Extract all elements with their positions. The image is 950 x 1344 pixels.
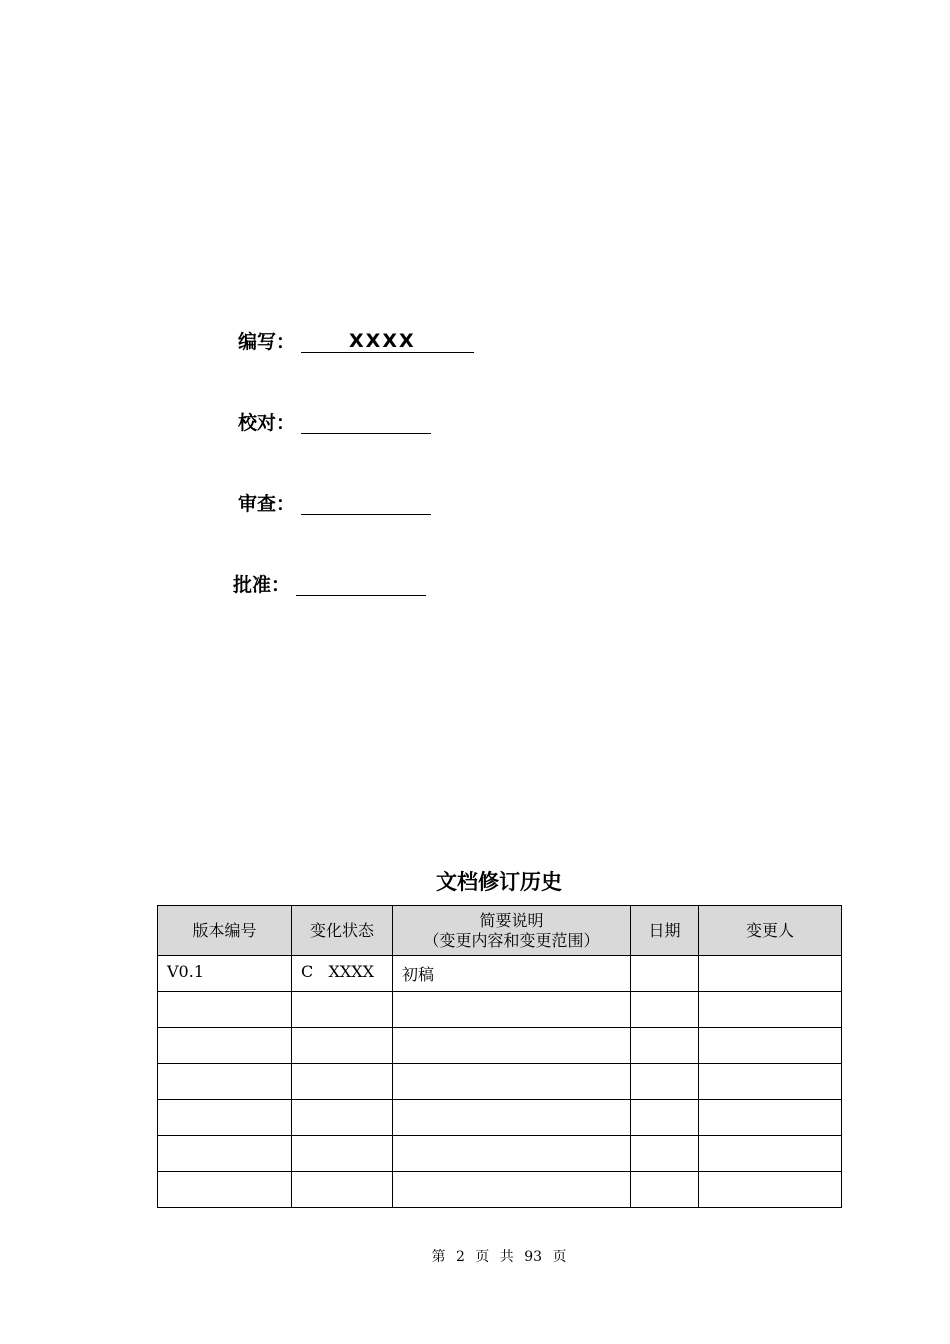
header-change-status: 变化状态 <box>292 906 393 956</box>
cell-changed-by <box>699 1064 842 1100</box>
signoff-proofread-row <box>238 411 431 434</box>
revision-history-table <box>157 905 842 1208</box>
cell-date <box>631 992 699 1028</box>
cell-change-status <box>292 1100 393 1136</box>
review-field <box>301 492 431 515</box>
cell-changed-by <box>699 1100 842 1136</box>
cell-change-status <box>292 1028 393 1064</box>
cell-summary <box>393 1172 631 1208</box>
author-label: 编写： <box>238 331 296 353</box>
cell-date <box>631 1100 699 1136</box>
cell-change-status <box>292 1136 393 1172</box>
cell-change-status: C XXXX <box>292 956 393 992</box>
header-changed-by: 变更人 <box>699 906 842 956</box>
cell-summary <box>393 1100 631 1136</box>
table-row <box>158 1172 842 1208</box>
cell-changed-by <box>699 956 842 992</box>
review-label: 审查： <box>238 493 296 515</box>
header-version: 版本编号 <box>158 906 292 956</box>
approve-field <box>296 573 426 596</box>
header-summary <box>393 906 631 956</box>
cell-version <box>158 1100 292 1136</box>
cell-version <box>158 992 292 1028</box>
cell-summary: 初稿 <box>393 956 631 992</box>
cell-changed-by <box>699 1028 842 1064</box>
cell-change-status <box>292 1172 393 1208</box>
cell-date <box>631 956 699 992</box>
cell-version <box>158 1172 292 1208</box>
proofread-label: 校对： <box>238 412 296 434</box>
cell-changed-by <box>699 1136 842 1172</box>
author-value: XXXX <box>349 330 416 352</box>
author-field <box>301 330 474 353</box>
table-row <box>158 1064 842 1100</box>
header-date: 日期 <box>631 906 699 956</box>
table-row <box>158 956 842 992</box>
table-row <box>158 1136 842 1172</box>
proofread-field <box>301 411 431 434</box>
cell-date <box>631 1064 699 1100</box>
header-summary-line1: 简要说明 <box>479 910 544 930</box>
table-row <box>158 1028 842 1064</box>
cell-changed-by <box>699 1172 842 1208</box>
cell-version: V0.1 <box>158 956 292 992</box>
table-row <box>158 1100 842 1136</box>
revision-history-title: 文档修订历史 <box>436 870 562 894</box>
signoff-review-row <box>238 492 431 515</box>
approve-label: 批准： <box>233 574 291 596</box>
cell-version <box>158 1028 292 1064</box>
signoff-approve-row <box>233 573 426 596</box>
cell-date <box>631 1172 699 1208</box>
cell-version <box>158 1136 292 1172</box>
cell-date <box>631 1028 699 1064</box>
header-summary-line2: （变更内容和变更范围） <box>423 930 600 950</box>
cell-date <box>631 1136 699 1172</box>
cell-summary <box>393 1028 631 1064</box>
cell-summary <box>393 1064 631 1100</box>
signoff-author-row <box>238 330 474 353</box>
cell-summary <box>393 992 631 1028</box>
table-header-row <box>158 906 842 956</box>
cell-summary <box>393 1136 631 1172</box>
cell-changed-by <box>699 992 842 1028</box>
cell-change-status <box>292 1064 393 1100</box>
page-footer: 第 2 页 共 93 页 <box>431 1249 567 1265</box>
cell-change-status <box>292 992 393 1028</box>
cell-version <box>158 1064 292 1100</box>
table-row <box>158 992 842 1028</box>
